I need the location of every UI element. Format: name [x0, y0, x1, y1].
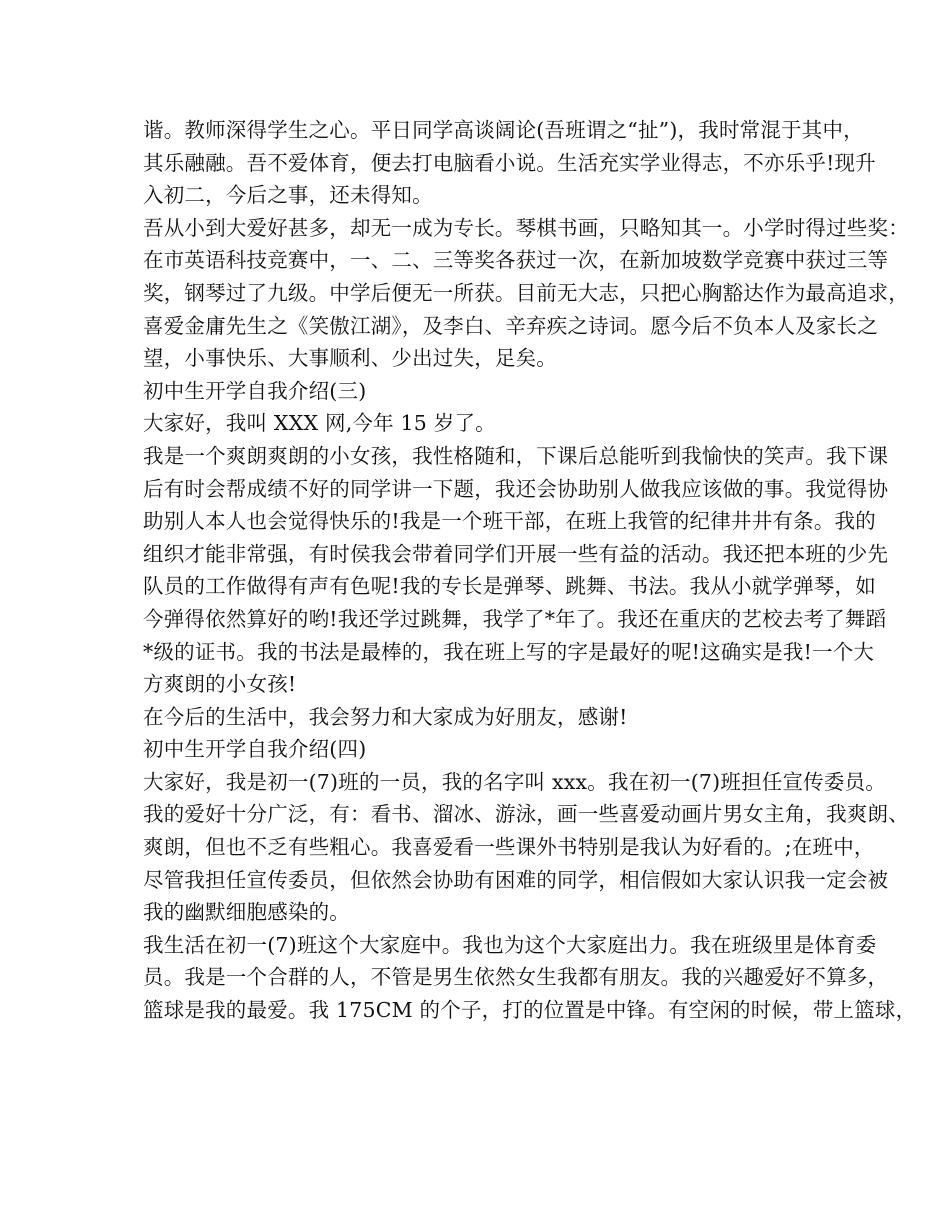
text-line: 吾从小到大爱好甚多，却无一成为专长。琴棋书画，只略知其一。小学时得过些奖： — [143, 215, 909, 240]
text-line: 队员的工作做得有声有色呢!我的专长是弹琴、跳舞、书法。我从小就学弹琴，如 — [143, 574, 876, 599]
text-line: 在今后的生活中，我会努力和大家成为好朋友，感谢! — [143, 704, 628, 729]
text-line: 篮球是我的最爱。我 175CM 的个子，打的位置是中锋。有空闲的时候，带上篮球， — [143, 998, 917, 1023]
text-line: 入初二，今后之事，还未得知。 — [143, 183, 433, 208]
text-line: 组织才能非常强，有时侯我会带着同学们开展一些有益的活动。我还把本班的少先 — [143, 541, 889, 566]
text-line: 其乐融融。吾不爱体育，便去打电脑看小说。生活充实学业得志，不亦乐乎!现升 — [143, 150, 876, 175]
text-line: *级的证书。我的书法是最棒的，我在班上写的字是最好的呢!这确实是我!一个大 — [143, 639, 875, 664]
text-line: 尽管我担任宣传委员，但依然会协助有困难的同学，相信假如大家认识我一定会被 — [143, 867, 889, 892]
text-line: 奖，钢琴过了九级。中学后便无一所获。目前无大志，只把心胸豁达作为最高追求， — [143, 280, 909, 305]
text-line: 我的幽默细胞感染的。 — [143, 900, 350, 925]
text-line: 谐。教师深得学生之心。平日同学高谈阔论(吾班谓之“扯”)，我时常混于其中， — [143, 118, 864, 142]
text-line: 爽朗，但也不乏有些粗心。我喜爱看一些课外书特别是我认为好看的。;在班中， — [143, 835, 875, 860]
text-line: 今弹得依然算好的哟!我还学过跳舞，我学了*年了。我还在重庆的艺校去考了舞蹈 — [143, 606, 887, 631]
text-line: 方爽朗的小女孩! — [143, 672, 297, 697]
text-line: 喜爱金庸先生之《笑傲江湖》，及李白、辛弃疾之诗词。愿今后不负本人及家长之 — [143, 313, 878, 338]
text-line: 我生活在初一(7)班这个大家庭中。我也为这个大家庭出力。我在班级里是体育委 — [143, 932, 877, 957]
text-line: 大家好，我是初一(7)班的一员，我的名字叫 xxx。我在初一(7)班担任宣传委员。 — [143, 769, 886, 794]
text-line: 望，小事快乐、大事顺利、少出过失，足矣。 — [143, 346, 557, 371]
text-line: 助别人本人也会觉得快乐的!我是一个班干部，在班上我管的纪律井井有条。我的 — [143, 509, 876, 534]
text-line: 员。我是一个合群的人，不管是男生依然女生我都有朋友。我的兴趣爱好不算多， — [143, 965, 889, 990]
text-line: 我的爱好十分广泛，有：看书、溜冰、游泳，画一些喜爱动画片男女主角，我爽朗、 — [143, 802, 909, 827]
section-heading: 初中生开学自我介绍(四) — [143, 737, 367, 762]
text-line: 我是一个爽朗爽朗的小女孩，我性格随和，下课后总能听到我愉快的笑声。我下课 — [143, 443, 889, 468]
text-line: 大家好，我叫 XXX 网,今年 15 岁了。 — [143, 411, 496, 436]
section-heading: 初中生开学自我介绍(三) — [143, 378, 367, 403]
document-body — [143, 114, 917, 1027]
text-line: 后有时会帮成绩不好的同学讲一下题，我还会协助别人做我应该做的事。我觉得协 — [143, 476, 889, 501]
text-line: 在市英语科技竞赛中，一、二、三等奖各获过一次，在新加坡数学竞赛中获过三等 — [143, 248, 889, 273]
